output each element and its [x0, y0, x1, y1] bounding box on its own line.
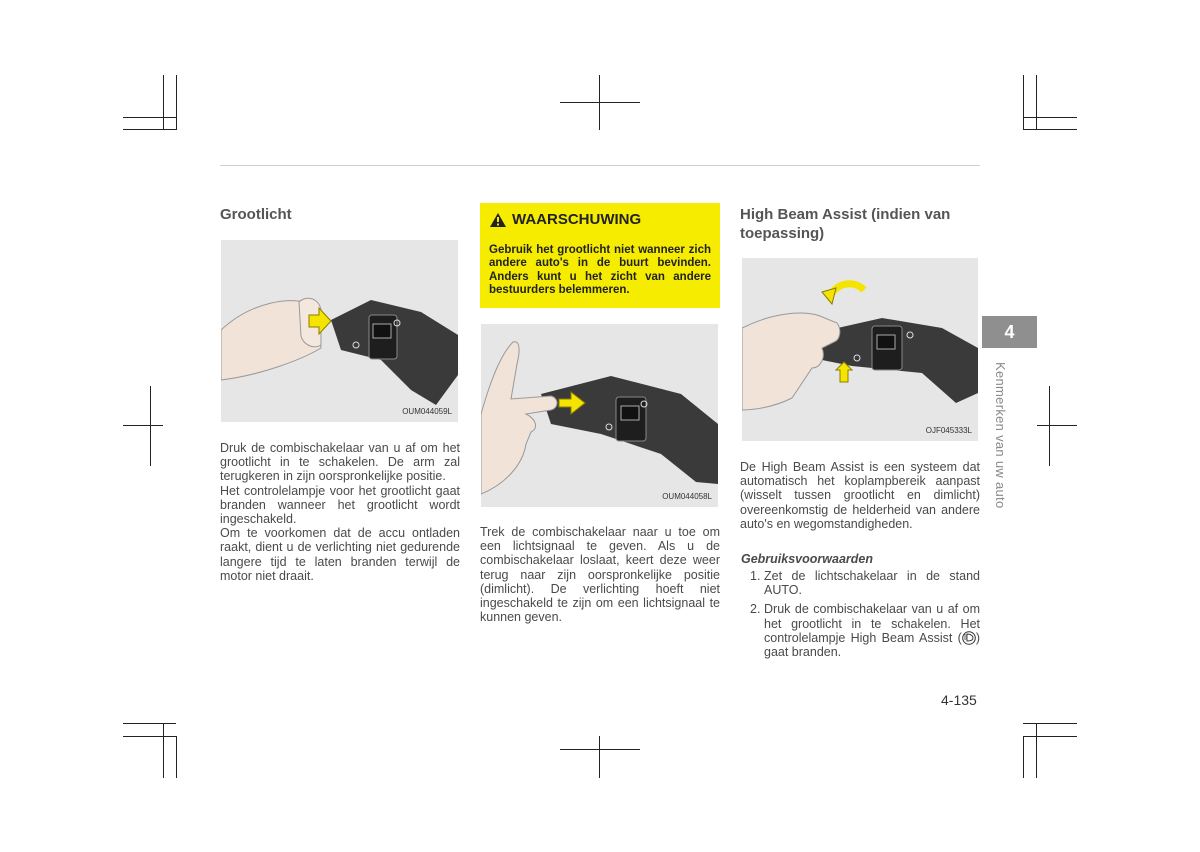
crop-mark [123, 117, 176, 118]
lichtsignaal-text [480, 525, 720, 624]
crop-mark [1023, 736, 1077, 737]
warning-title [490, 211, 641, 228]
heading-line: toepassing) [740, 225, 825, 242]
section-heading-high-beam-assist [740, 205, 950, 243]
crop-mark [1049, 386, 1050, 466]
crop-mark [176, 75, 177, 130]
list-text: Druk de combischakelaar van u af om het grootlicht in te schakelen. Het controlelampje High Beam Assist ( [764, 602, 980, 645]
crop-mark [123, 723, 176, 724]
figure-high-beam-assist [742, 258, 978, 441]
figure-stalk-pull [481, 324, 718, 507]
crop-mark [150, 386, 151, 466]
crop-mark [163, 75, 164, 130]
figure-code: OJF045333L [925, 426, 972, 435]
figure-stalk-push [221, 240, 458, 422]
list-text: Zet de lichtschakelaar in de stand AUTO. [764, 569, 980, 598]
crop-mark [1036, 723, 1037, 778]
crop-mark [1023, 723, 1077, 724]
subheading-gebruiksvoorwaarden: Gebruiksvoorwaarden [741, 552, 873, 566]
high-beam-assist-icon [962, 631, 976, 645]
crop-mark [1023, 75, 1024, 130]
list-item [741, 602, 980, 659]
list-text: ) gaat branden. [764, 630, 980, 660]
crop-mark [1023, 129, 1077, 130]
figure-code: OUM044059L [402, 407, 452, 416]
warning-box [480, 203, 720, 308]
warning-text: Gebruik het grootlicht niet wanneer zich andere auto's in de buurt bevinden. Anders kunt u het zicht van andere bestuurders belemmeren. [489, 244, 711, 297]
high-beam-assist-illustration [742, 258, 978, 441]
grootlicht-text [220, 441, 460, 583]
warning-title-text: WAARSCHUWING [512, 211, 642, 228]
high-beam-assist-text [740, 460, 980, 531]
crop-mark [123, 425, 163, 426]
crop-mark [599, 75, 600, 130]
paragraph: De High Beam Assist is een systeem dat automatisch het koplampbereik aanpast (wisselt tussen grootlicht en dimlicht) overeenkomstig de helderheid van andere auto's en wegomstandigheden. [740, 460, 980, 531]
list-item [741, 569, 980, 597]
crop-mark [176, 736, 177, 778]
section-heading-grootlicht: Grootlicht [220, 206, 292, 223]
warning-triangle-icon [490, 213, 506, 227]
conditions-list [741, 569, 980, 664]
crop-mark [1036, 75, 1037, 130]
crop-mark [599, 736, 600, 778]
chapter-title-text: Kenmerken van uw auto [993, 362, 1008, 509]
page-number: 4-135 [941, 692, 977, 708]
crop-mark [1037, 425, 1077, 426]
paragraph: Trek de combischakelaar naar u toe om een lichtsignaal te geven. Als u de combischakelaar loslaat, keert deze weer terug naar zijn oorspronkelijke positie (dimlicht). De verlichting hoeft niet ingeschakeld te zijn om een lichtsignaal te kunnen geven. [480, 525, 720, 625]
paragraph: Druk de combischakelaar van u af om het grootlicht in te schakelen. De arm zal terugkeren in zijn oorspronkelijke positie. [220, 441, 460, 484]
stalk-push-illustration [221, 240, 458, 422]
crop-mark [123, 129, 176, 130]
heading-line: High Beam Assist (indien van [740, 206, 951, 223]
list-number: 1. [750, 569, 761, 583]
crop-mark [560, 749, 640, 750]
list-number: 2. [750, 602, 761, 617]
figure-code: OUM044058L [662, 492, 712, 501]
crop-mark [1023, 736, 1024, 778]
crop-mark [123, 736, 176, 737]
chapter-title [990, 362, 1010, 542]
paragraph: Om te voorkomen dat de accu ontladen raakt, dient u de verlichting niet gedurende langere tijd te laten branden terwijl de motor niet draait. [220, 526, 460, 583]
chapter-tab: 4 [982, 316, 1037, 348]
crop-mark [163, 723, 164, 778]
crop-mark [1023, 117, 1077, 118]
header-rule [220, 165, 980, 166]
paragraph: Het controlelampje voor het grootlicht gaat branden wanneer het grootlicht wordt ingeschakeld. [220, 483, 460, 527]
stalk-pull-illustration [481, 324, 718, 507]
crop-mark [560, 102, 640, 103]
